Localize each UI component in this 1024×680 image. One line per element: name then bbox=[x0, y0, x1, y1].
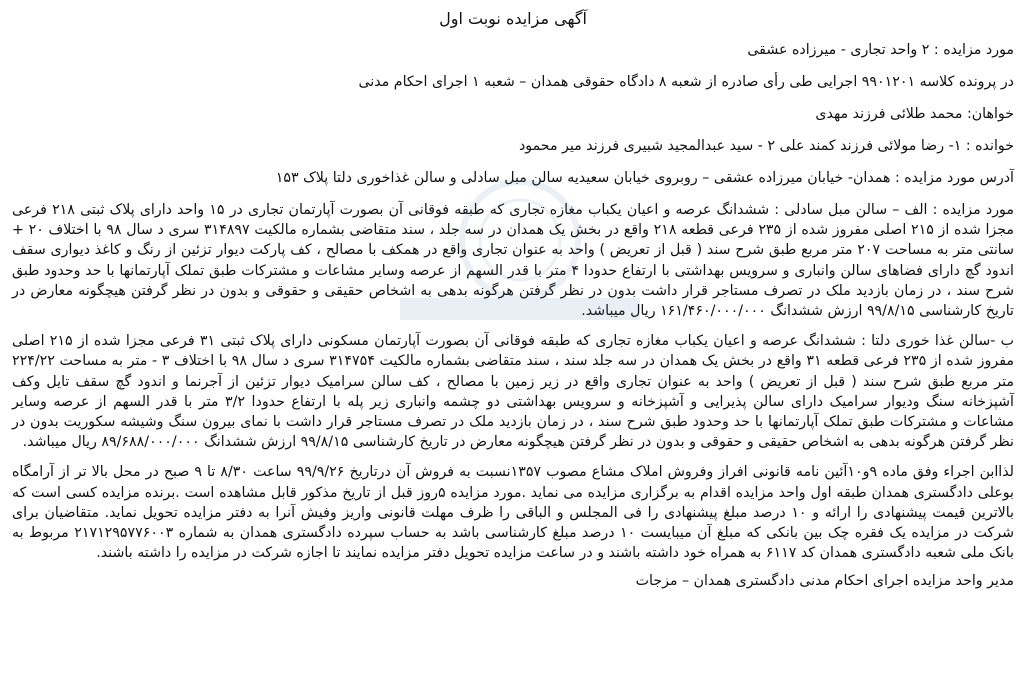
case-reference: در پرونده کلاسه ۹۹۰۱۲۰۱ اجرایی طی رأی صادره از شعبه ۸ دادگاه حقوقی همدان – شعبه ۱ اجرای احکام مدنی bbox=[358, 74, 1014, 90]
auction-terms: لذاابن اجراء وفق ماده ۹و۱۰آئین نامه قانونی افراز وفروش املاک مشاع مصوب ۱۳۵۷نسبت به فروش آن درتاریخ ۹۹/۹/۲۶ ساعت ۸/۳۰ تا ۹ صبح در محل بالا تر از آرامگاه بوعلی دادگستری همدان طبقه اول واحد مزایده اقدام به برگزاری مزایده می نماید .مورد مزایده ۵روز قبل از تاریخ مذکور قابل مشاهده است .برنده مزایده کسی است که بالاترین قیمت پیشنهادی را ارائه و ۱۰ درصد مبلغ پیشنهادی را فی المجلس و الباقی را ظرف مهلت قانونی واریز وفیش آنرا به دفتر مزایده تحویل نماید. متقاضیان برای شرکت در مزایده یک فقره چک بین بانکی که مبلغ آن میبایست ۱۰ درصد مبلغ کارشناسی باشد به حساب سپرده دادگستری همدان به شماره ۲۱۷۱۲۹۵۷۷۶۰۰۳ مربوط به بانک ملی شعبه دادگستری همدان کد ۶۱۱۷ به همراه خود داشته باشند و در ساعت مزایده تحویل دفتر مزایده نمایند تا اجازه شرکت در مزایده را داشته باشند. bbox=[12, 464, 1015, 562]
item-a-description: مورد مزایده : الف – سالن مبل سادلی : ششدانگ عرصه و اعیان یکباب مغازه تجاری که طبقه فوقانی آن بصورت آپارتمان تجاری در ۱۵ واحد دارای پلاک ثبتی ۲۱۸ فرعی مجزا شده از ۲۱۵ اصلی مفروز شده از ۲۳۵ فرعی قطعه ۲۱۸ واقع در بخش یک همدان در سه جلد ، سند متقاضی بشماره مالکیت ۳۱۴۸۹۷ سری د سال ۹۸ با اختلاف ۲۰ + سانتی متر به مساحت ۲۰۷ متر مربع طبق شرح سند ( قبل از تعریض ) واحد به عنوان تجاری واقع در همکف با مصالح ، کف پارکت دیوار تزئین از رنگ و کاغذ دیواری سقف اندود گچ دارای فضاهای سالن وانباری و سرویس بهداشتی با ارتفاع حدودا ۴ متر با قدر السهم از عرصه وسایر مشاعات و مشترکات طبق تملک آپارتمانها با حد وحدود طبق شرح سند ، در زمان بازدید ملک در تصرف مستاجر قرار داشت بدون در نظر گرفتن هرگونه بدهی به اشخاص حقیقی و حقوقی و بدون در نظر گرفتن هیچگونه معارض در تاریخ کارشناسی ۹۹/۸/۱۵ ارزش ششدانگ ۱۶۱/۴۶۰/۰۰۰/۰۰۰ ریال میباشد. bbox=[12, 202, 1015, 320]
notice-title: آگهی مزایده نوبت اول bbox=[439, 9, 587, 28]
plaintiff: خواهان: محمد طلائی فرزند مهدی bbox=[815, 106, 1014, 122]
defendant: خوانده : ۱- رضا مولائی فرزند کمند علی ۲ - سید عبدالمجید شبیری فرزند میر محمود bbox=[518, 138, 1014, 154]
item-b-description: ب -سالن غذا خوری دلتا : ششدانگ عرصه و اعیان یکباب مغازه تجاری که طبقه فوقانی آن بصورت آپارتمان مسکونی دارای پلاک ثبتی ۳۱ فرعی مجزا شده از ۲۱۵ اصلی مفروز شده از ۲۳۵ فرعی قطعه ۳۱ واقع در بخش یک همدان در سه جلد سند ، سند متقاضی بشماره مالکیت ۳۱۴۷۵۴ سری د سال ۹۸ با اختلاف ۳ - متر به مساحت ۲۲۴/۲۲ متر مربع طبق شرح سند ( قبل از تعریض ) واحد به عنوان تجاری واقع در زیر زمین با مصالح ، کف سالن سرامیک دیوار تزئین از آجرنما و اندود گچ سقف تایل وکف آشپزخانه سنگ ودیوار سرامیک دارای سالن پذیرایی و آشپزخانه و سرویس بهداشتی دو چشمه وانباری زیر پله با ارتفاع حدودا ۳/۲ متر با قدر السهم از عرصه وسایر مشاعات و مشترکات طبق تملک آپارتمانها با حد وحدود طبق شرح سند ، در زمان بازدید ملک در تصرف مستاجر قرار داشت با نمای بیرون سنگ وشیشه سکوریت بدون در نظر گرفتن هرگونه بدهی به اشخاص حقیقی و حقوقی و بدون در نظر گرفتن هیچگونه معارض در تاریخ کارشناسی ۹۹/۸/۱۵ ارزش ششدانگ ۸۹/۶۸۸/۰۰۰/۰۰۰ ریال میباشد. bbox=[12, 333, 1014, 451]
signature-line: مدیر واحد مزایده اجرای احکام مدنی دادگستری همدان – مزجات bbox=[635, 573, 1014, 590]
property-address: آدرس مورد مزایده : همدان- خیابان میرزاده عشقی – روبروی خیابان سعیدیه سالن مبل سادلی و سالن غذاخوری دلتا پلاک ۱۵۳ bbox=[275, 170, 1014, 186]
auction-subject: مورد مزایده : ۲ واحد تجاری - میرزاده عشقی bbox=[747, 42, 1014, 58]
